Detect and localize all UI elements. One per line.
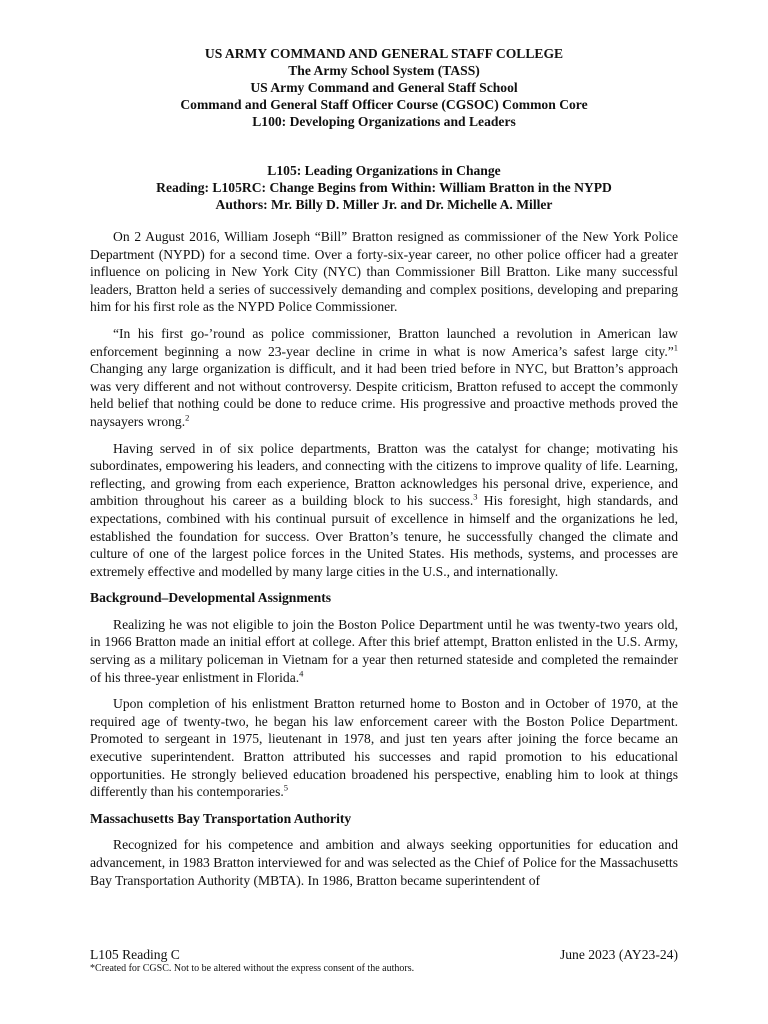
lesson-title: L105: Leading Organizations in Change	[267, 163, 501, 178]
footer-reading-label: L105 Reading C	[90, 947, 180, 962]
paragraph-5	[90, 695, 678, 801]
header-line-college: US ARMY COMMAND AND GENERAL STAFF COLLEGE	[204, 46, 564, 61]
header-line-school: US Army Command and General Staff School	[250, 80, 518, 95]
footer-note: *Created for CGSC. Not to be altered without the express consent of the authors.	[90, 963, 415, 974]
footnote-ref-4[interactable]: 4	[299, 668, 304, 679]
section-heading-background: Background–Developmental Assignments	[90, 590, 332, 606]
paragraph-3-text-b: His foresight, high standards, and expectations, combined with his continual pursuit of excellence in himself and the organizations he led, established the foundation for success. Over Bratton’s tenure, he successfully changed the climate and culture of one of the largest police forces in the United States. His methods, systems, and processes are extremely effective and modelled by many large cities in the U.S., and internationally.	[90, 493, 679, 579]
reading-title-block	[90, 162, 678, 213]
footnote-ref-3[interactable]: 3	[473, 491, 478, 502]
footer-date: June 2023 (AY23-24)	[559, 947, 678, 962]
header-line-tass: The Army School System (TASS)	[288, 63, 480, 78]
paragraph-3	[90, 440, 678, 581]
paragraph-5-text: Upon completion of his enlistment Bratton returned home to Boston and in October of 1970, at the required age of twenty-two, he began his law enforcement career with the Boston Police Department. Promoted to sergeant in 1975, lieutenant in 1978, and just ten years after joining the force became an executive superintendent. Bratton attributed his successes and rapid promotion to his educational opportunities. He strongly believed education broadened his perspective, enabling him to look at things differently than his contemporaries.	[90, 696, 678, 800]
header-line-module: L100: Developing Organizations and Leaders	[252, 114, 516, 129]
paragraph-2-text-b: Changing any large organization is difficult, and it had been tried before in NYC, but Bratton’s approach was very different and not without controversy. Despite criticism, Bratton refused to accept the commonly held belief that nothing could be done to reduce crime. His progressive and proactive methods proved the naysayers wrong.	[90, 361, 678, 429]
footer-row	[90, 946, 678, 963]
footnote-ref-2[interactable]: 2	[185, 412, 190, 423]
footnote-ref-5[interactable]: 5	[283, 782, 289, 793]
document-header	[90, 45, 678, 130]
document-body	[90, 228, 678, 898]
paragraph-2	[90, 325, 678, 431]
section-heading-mbta: Massachusetts Bay Transportation Authority	[90, 810, 352, 826]
paragraph-3-text-a: Having served in of six police departments, Bratton was the catalyst for change; motivating his subordinates, empowering his leaders, and connecting with the citizens to improve quality of life. Learning, reflecting, and growing from each experience, Bratton acknowledges his personal drive, experience, and ambition throughout his career as a building block to his success.	[90, 440, 678, 509]
page-footer	[90, 946, 678, 975]
paragraph-4-text: Realizing he was not eligible to join the Boston Police Department until he was twenty-two years old, in 1966 Bratton made an initial effort at college. After this brief attempt, Bratton enlisted in the U.S. Army, serving as a military policeman in Vietnam for a year then returned stateside and completed the remainder of his three-year enlistment in Florida.	[90, 616, 678, 685]
footnote-ref-1[interactable]: 1	[673, 342, 678, 353]
reading-title: Reading: L105RC: Change Begins from Within: William Bratton in the NYPD	[156, 180, 612, 195]
paragraph-4	[90, 616, 678, 686]
authors-line: Authors: Mr. Billy D. Miller Jr. and Dr. Michelle A. Miller	[215, 197, 553, 212]
paragraph-2-text-a: “In his first go-’round as police commissioner, Bratton launched a revolution in American law enforcement beginning a now 23-year decline in crime in what is now America’s safest large city.”	[90, 325, 678, 359]
paragraph-6: Recognized for his competence and ambition and always seeking opportunities for education and advancement, in 1983 Bratton interviewed for and was selected as the Chief of Police for the Massachusetts Bay Transportation Authority (MBTA). In 1986, Bratton became superintendent of	[90, 837, 678, 888]
paragraph-1: On 2 August 2016, William Joseph “Bill” Bratton resigned as commissioner of the New York Police Department (NYPD) for a second time. Over a forty-six-year career, no other police officer had a greater influence on policing in New York City (NYC) than Commissioner Bill Bratton. Like many successful leaders, Bratton held a series of successively demanding and complex positions, developing and preparing him for his first role as the NYPD Police Commissioner.	[90, 229, 678, 315]
header-line-course: Command and General Staff Officer Course (CGSOC) Common Core	[180, 97, 588, 112]
